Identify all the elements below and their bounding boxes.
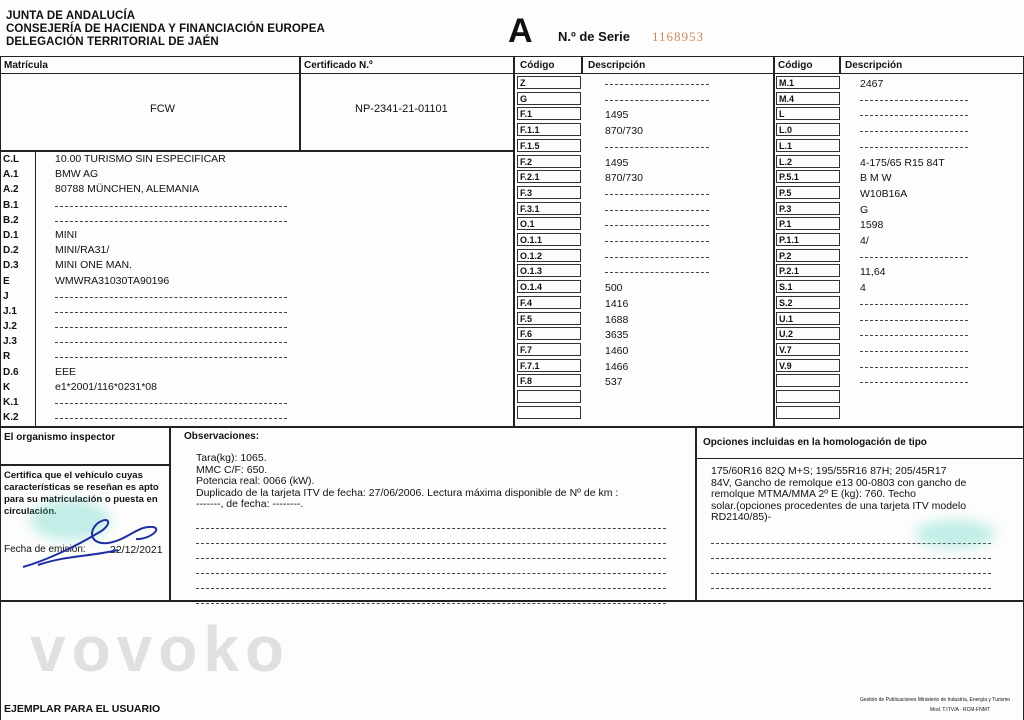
left-code: D.3	[3, 260, 19, 272]
right-code-cell: P.1.1	[776, 233, 840, 246]
right-dash	[860, 100, 968, 101]
left-value-empty	[55, 334, 295, 349]
mid-value: 3635	[605, 329, 629, 342]
mid-value: 1495	[605, 156, 629, 169]
mid-dash	[605, 241, 709, 242]
left-value-empty	[55, 289, 295, 304]
left-code: D.6	[3, 366, 19, 378]
left-value-empty	[55, 319, 295, 334]
mid-dash	[605, 257, 709, 258]
mid-value: 500	[605, 282, 623, 295]
right-dash	[860, 304, 968, 305]
mid-code-cell: F.5	[517, 312, 581, 325]
left-value: MINI	[55, 228, 78, 241]
dash-line	[55, 342, 287, 343]
left-code: K.2	[3, 412, 19, 424]
right-code-cell: P.2.1	[776, 264, 840, 277]
mid-code-cell: O.1.4	[517, 280, 581, 293]
mid-code-cell: F.1.5	[517, 139, 581, 152]
header-line-1: JUNTA DE ANDALUCÍA	[6, 10, 136, 22]
right-code-cell: P.3	[776, 202, 840, 215]
dash-line	[55, 312, 287, 313]
mid-value: 1460	[605, 344, 629, 357]
dash-line	[55, 221, 287, 222]
mid-dash	[605, 272, 709, 273]
matricula-value: FCW	[150, 103, 176, 115]
right-code-cell: L	[776, 107, 840, 120]
footer-small-1: Gestión de Publicaciones Ministerio de Industria, Energía y Turismo	[860, 697, 1011, 703]
right-col-code: Código	[778, 60, 813, 71]
right-value: 1598	[860, 219, 884, 232]
mid-dash	[605, 100, 709, 101]
obs-dash-line	[196, 558, 666, 559]
header-line-3: DELEGACIÓN TERRITORIAL DE JAÉN	[6, 36, 219, 48]
right-dash	[860, 115, 968, 116]
mid-code-cell: G	[517, 92, 581, 105]
obs-dash-line	[196, 573, 666, 574]
left-value: BMW AG	[55, 168, 99, 181]
mid-value: 537	[605, 376, 623, 389]
observacion-line: -------, de fecha: --------.	[196, 498, 304, 510]
left-value: e1*2001/116*0231*08	[55, 380, 157, 393]
signature-image	[18, 505, 163, 575]
fecha-label: Fecha de emisión:	[4, 544, 86, 555]
right-code-cell: V.9	[776, 359, 840, 372]
right-code-cell: L.1	[776, 139, 840, 152]
right-code-cell	[776, 390, 840, 403]
left-code: B.2	[3, 214, 19, 226]
left-code: D.2	[3, 245, 19, 257]
right-value: 11,64	[860, 266, 886, 279]
dash-line	[55, 418, 287, 419]
opcion-line: solar.(opciones procedentes de una tarjeta ITV modelo	[711, 499, 967, 512]
obs-dash-line	[196, 588, 666, 589]
observaciones-title: Observaciones:	[184, 431, 260, 442]
right-code-cell: M.4	[776, 92, 840, 105]
mid-dash	[605, 210, 709, 211]
right-code-cell: S.1	[776, 280, 840, 293]
mid-code-cell: Z	[517, 76, 581, 89]
right-code-cell: M.1	[776, 76, 840, 89]
dash-line	[55, 297, 287, 298]
mid-code-cell: F.7.1	[517, 359, 581, 372]
left-value: 80788 MÜNCHEN, ALEMANIA	[55, 183, 200, 196]
observacion-line: Tara(kg): 1065.	[196, 452, 267, 464]
stamp-mark-2	[915, 520, 995, 548]
certificado-label: Certificado N.º	[304, 60, 373, 71]
mid-code-cell: F.2.1	[517, 170, 581, 183]
left-value: MINI/RA31/	[55, 244, 110, 257]
mid-code-cell: O.1.1	[517, 233, 581, 246]
right-value: W10B16A	[860, 187, 908, 200]
mid-code-cell: O.1	[517, 217, 581, 230]
footer-small-2: Mod. T.ITV/A · RCM-FNMT	[930, 707, 990, 713]
dash-line	[55, 327, 287, 328]
dash-line	[55, 357, 287, 358]
mid-dash	[605, 225, 709, 226]
left-value-empty	[55, 213, 295, 228]
left-value-empty	[55, 349, 295, 364]
left-code: A.2	[3, 184, 19, 196]
mid-col-desc: Descripción	[588, 60, 646, 71]
opcion-line: remolque MTMA/MMA 2º E (kg): 760. Techo	[711, 488, 916, 500]
right-code-cell	[776, 406, 840, 419]
right-value: 4	[860, 282, 866, 295]
mid-code-cell	[517, 390, 581, 403]
mid-value: 1416	[605, 297, 629, 310]
obs-dash-line	[196, 528, 666, 529]
ejemplar-label: EJEMPLAR PARA EL USUARIO	[4, 703, 161, 715]
right-code-cell: S.2	[776, 296, 840, 309]
right-value: 4-175/65 R15 84T	[860, 156, 945, 169]
left-code: E	[3, 275, 10, 287]
right-dash	[860, 131, 968, 132]
right-code-cell: P.5	[776, 186, 840, 199]
right-code-cell: U.1	[776, 312, 840, 325]
right-value: G	[860, 203, 869, 216]
right-code-cell: P.5.1	[776, 170, 840, 183]
opciones-title: Opciones incluidas en la homologación de tipo	[703, 437, 927, 448]
left-value: 10.00 TURISMO SIN ESPECIFICAR	[55, 153, 226, 165]
right-dash	[860, 257, 968, 258]
inspector-cert-text: Certifica que el vehículo cuyas características se reseñan es apto para su matriculación o puesta en circulación.	[4, 470, 159, 517]
header-line-2: CONSEJERÍA DE HACIENDA Y FINANCIACIÓN EUROPEA	[6, 23, 325, 35]
observacion-line: Duplicado de la tarjeta ITV de fecha: 27/06/2006. Lectura máxima disponible de Nº de km :	[196, 486, 619, 499]
header-block	[6, 10, 325, 49]
observaciones-lines	[196, 453, 618, 511]
card-type-letter: A	[508, 12, 533, 50]
left-value: WMWRA31030TA90196	[55, 274, 170, 287]
mid-value: 1466	[605, 360, 629, 373]
mid-code-cell	[517, 406, 581, 419]
left-codes-column	[3, 152, 19, 425]
serie-label: N.º de Serie	[558, 29, 630, 44]
mid-dash	[605, 147, 709, 148]
right-code-cell	[776, 374, 840, 387]
dash-line	[55, 403, 287, 404]
mid-col-code: Código	[520, 60, 555, 71]
mid-code-cell: O.1.3	[517, 264, 581, 277]
right-col-desc: Descripción	[845, 60, 903, 71]
right-dash	[860, 351, 968, 352]
opc-dash-line	[711, 558, 991, 559]
left-code: A.1	[3, 169, 19, 181]
right-dash	[860, 382, 968, 383]
dash-line	[55, 206, 287, 207]
right-dash	[860, 147, 968, 148]
opciones-lines	[711, 466, 1001, 524]
mid-code-cell: F.4	[517, 296, 581, 309]
left-code: K.1	[3, 397, 19, 408]
opcion-line: 175/60R16 82Q M+S; 195/55R16 87H; 205/45R17	[711, 465, 947, 477]
mid-value: 870/730	[605, 172, 643, 185]
opcion-line: 84V, Gancho de remolque e13 00-0803 con gancho de	[711, 476, 967, 489]
opcion-line: RD2140/85)-	[711, 511, 772, 523]
right-value: B M W	[860, 172, 892, 185]
mid-value: 1688	[605, 313, 629, 326]
fecha-value: 22/12/2021	[110, 544, 163, 556]
left-code: B.1	[3, 199, 19, 211]
left-code: C.L	[3, 154, 20, 165]
right-code-cell: V.7	[776, 343, 840, 356]
mid-code-cell: F.1.1	[517, 123, 581, 136]
right-code-cell: U.2	[776, 327, 840, 340]
right-value: 4/	[860, 235, 869, 247]
certificado-value: NP-2341-21-01101	[355, 103, 448, 115]
left-code: D.1	[3, 229, 19, 241]
mid-code-cell: F.2	[517, 155, 581, 168]
mid-code-cell: F.6	[517, 327, 581, 340]
right-dash	[860, 335, 968, 336]
left-code: J.1	[3, 305, 17, 317]
observacion-line: Potencia real: 0066 (kW).	[196, 475, 315, 487]
right-code-cell: L.2	[776, 155, 840, 168]
mid-dash	[605, 194, 709, 195]
watermark-text: vovoko	[30, 613, 291, 685]
left-value-empty	[55, 304, 295, 319]
mid-code-cell: F.8	[517, 374, 581, 387]
mid-code-cell: F.7	[517, 343, 581, 356]
serie-number: 1168953	[652, 29, 705, 44]
left-value: MINI ONE MAN.	[55, 259, 133, 272]
left-value: EEE	[55, 365, 77, 378]
right-code-cell: P.2	[776, 249, 840, 262]
obs-dash-line	[196, 543, 666, 544]
left-value-empty	[55, 410, 295, 425]
matricula-label: Matrícula	[4, 60, 48, 71]
left-code: J	[3, 290, 9, 302]
mid-code-cell: F.3.1	[517, 202, 581, 215]
mid-code-cell: F.1	[517, 107, 581, 120]
mid-dash	[605, 84, 709, 85]
left-code: J.2	[3, 321, 17, 333]
left-code: R	[3, 351, 11, 363]
left-code: J.3	[3, 336, 17, 348]
right-code-cell: P.1	[776, 217, 840, 230]
right-code-cell: L.0	[776, 123, 840, 136]
mid-code-cell: F.3	[517, 186, 581, 199]
opc-dash-line	[711, 573, 991, 574]
right-dash	[860, 320, 968, 321]
mid-value: 1495	[605, 109, 629, 122]
left-value-empty	[55, 395, 295, 410]
left-values-column	[55, 152, 295, 425]
mid-value: 870/730	[605, 125, 643, 138]
inspector-title: El organismo inspector	[4, 432, 116, 443]
observacion-line: MMC C/F: 650.	[196, 463, 268, 476]
mid-code-cell: O.1.2	[517, 249, 581, 262]
left-value-empty	[55, 198, 295, 213]
opc-dash-line	[711, 588, 991, 589]
right-value: 2467	[860, 78, 884, 90]
left-code: K	[3, 381, 11, 393]
right-dash	[860, 367, 968, 368]
